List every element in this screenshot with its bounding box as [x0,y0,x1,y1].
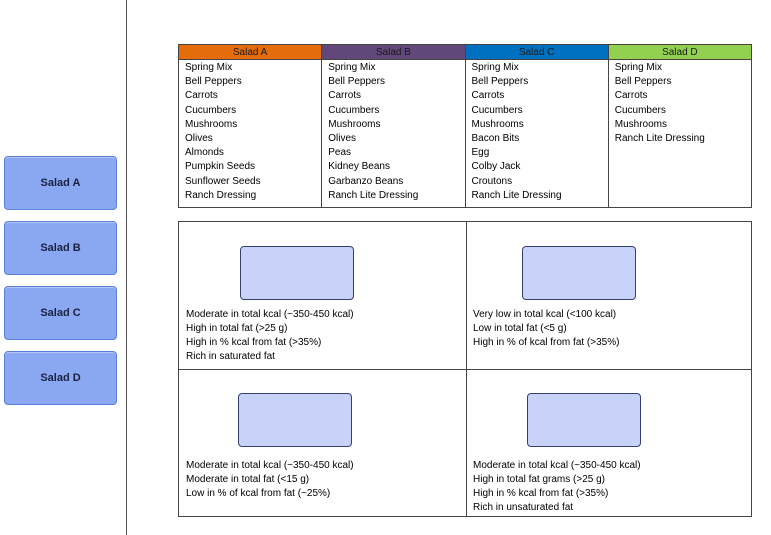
description-line: High in total fat grams (>25 g) [473,474,606,485]
ingredient: Spring Mix [614,62,662,73]
ingredient: Ranch Lite Dressing [471,189,562,201]
ingredient: Mushrooms [614,118,667,130]
description-line: Rich in saturated fat [186,351,275,362]
salad-a-ingredients [179,60,322,208]
ingredient: Ranch Lite Dressing [614,133,705,145]
ingredient: Bell Peppers [614,76,672,88]
salad-c-ingredients [465,60,608,208]
drop-target-3[interactable] [238,393,352,447]
ingredient: Carrots [471,90,505,102]
ingredient: Bell Peppers [328,76,385,88]
ingredient: Carrots [328,90,362,102]
header-salad-d: Salad D [608,45,751,60]
description-4 [473,459,641,515]
ingredient: Almonds [185,147,224,159]
description-3 [186,459,354,501]
ingredient: Carrots [185,90,218,102]
description-line: Moderate in total kcal (~350-450 kcal) [186,309,354,320]
description-line: Moderate in total kcal (~350-450 kcal) [186,460,354,471]
header-salad-b: Salad B [322,45,465,60]
salad-b-button-label: Salad B [40,242,81,254]
ingredient: Olives [185,133,213,145]
salad-a-button[interactable] [4,156,117,210]
ingredient: Mushrooms [471,118,524,130]
ingredient: Pumpkin Seeds [185,161,256,173]
ingredient: Cucumbers [328,104,380,116]
ingredient: Spring Mix [328,62,376,73]
ingredient: Egg [471,147,490,159]
description-line: High in total fat (>25 g) [186,323,288,334]
salad-d-button-label: Salad D [40,372,81,384]
ingredient: Kidney Beans [328,161,390,173]
salad-d-button[interactable] [4,351,117,405]
ingredient: Ranch Dressing [185,189,257,201]
ingredients-table [178,44,752,208]
description-line: Low in total fat (<5 g) [473,323,567,334]
description-1 [186,308,354,364]
ingredient: Cucumbers [471,104,523,116]
ingredient: Sunflower Seeds [185,175,261,187]
divider-line [126,0,127,535]
ingredient: Spring Mix [471,62,519,73]
description-line: Very low in total kcal (<100 kcal) [473,309,617,320]
ingredient: Bell Peppers [185,76,242,88]
drop-target-4[interactable] [527,393,641,447]
description-line: Moderate in total kcal (~350-450 kcal) [473,460,641,471]
drop-target-1[interactable] [240,246,354,300]
ingredient: Bell Peppers [471,76,529,88]
salad-d-ingredients [608,60,751,208]
grid-divider-horizontal [179,369,751,370]
ingredient: Croutons [471,175,513,187]
ingredient: Bacon Bits [471,133,520,145]
description-line: High in % of kcal from fat (>35%) [473,337,620,348]
salad-a-button-label: Salad A [40,177,81,189]
header-salad-a: Salad A [179,45,322,60]
ingredient: Garbanzo Beans [328,175,404,187]
ingredient: Olives [328,133,357,145]
ingredient: Ranch Lite Dressing [328,189,419,201]
ingredient: Cucumbers [185,104,237,116]
salad-b-button[interactable] [4,221,117,275]
salad-b-ingredients [322,60,465,208]
ingredient: Mushrooms [185,118,238,130]
drop-target-2[interactable] [522,246,636,300]
description-2 [473,308,619,350]
description-line: Moderate in total fat (<15 g) [186,474,310,485]
ingredient: Mushrooms [328,118,381,130]
ingredient: Spring Mix [185,62,233,73]
ingredient: Peas [328,147,352,159]
description-line: Low in % of kcal from fat (~25%) [186,488,331,499]
ingredient: Cucumbers [614,104,666,116]
salad-c-button-label: Salad C [40,307,81,319]
description-line: High in % kcal from fat (>35%) [473,488,609,499]
matching-grid [178,221,752,517]
description-line: High in % kcal from fat (>35%) [186,337,322,348]
description-line: Rich in unsaturated fat [473,502,574,513]
salad-c-button[interactable] [4,286,117,340]
ingredient: Carrots [614,90,648,102]
ingredient: Colby Jack [471,161,521,173]
header-salad-c: Salad C [465,45,608,60]
